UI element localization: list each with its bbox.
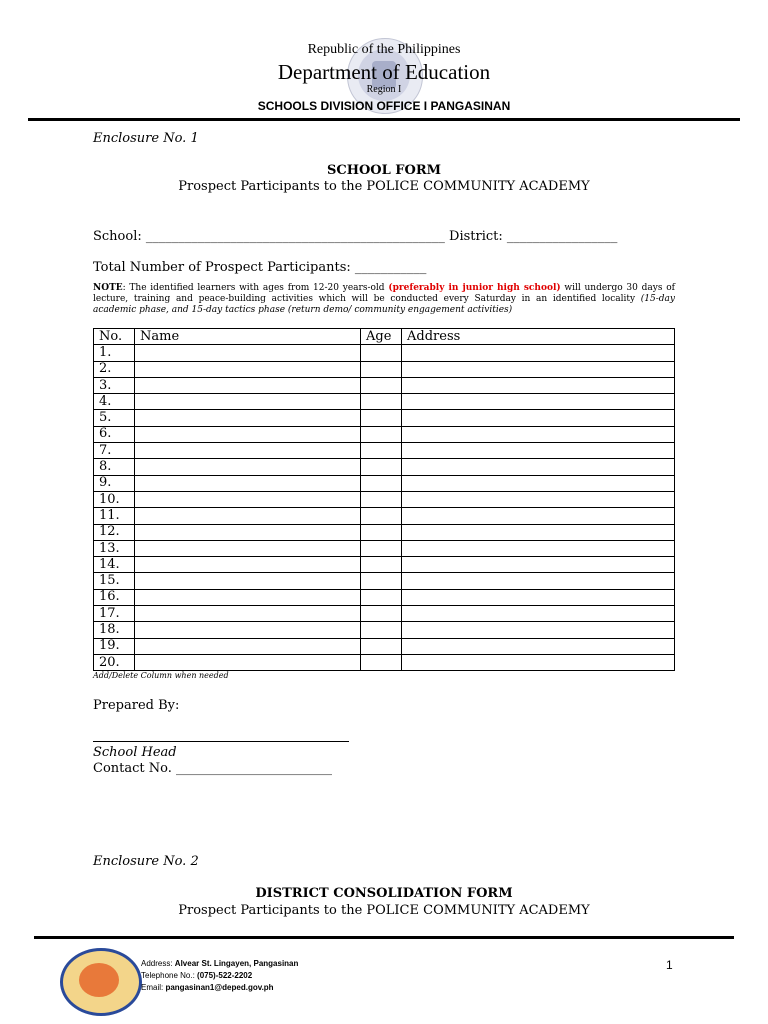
enclosure-1-label: Enclosure No. 1 (93, 131, 199, 146)
name-cell[interactable] (135, 345, 361, 361)
name-cell[interactable] (135, 524, 361, 540)
district-form-subtitle: Prospect Participants to the POLICE COMMUNITY ACADEMY (178, 903, 590, 918)
age-cell[interactable] (361, 443, 402, 459)
address-cell[interactable] (402, 394, 675, 410)
address-cell[interactable] (402, 426, 675, 442)
table-row (94, 589, 675, 605)
age-cell[interactable] (361, 377, 402, 393)
age-cell[interactable] (361, 361, 402, 377)
name-cell[interactable] (135, 654, 361, 670)
age-cell[interactable] (361, 638, 402, 654)
row-number: 6. (94, 426, 135, 442)
header-department: Department of Education (277, 60, 491, 84)
name-cell[interactable] (135, 622, 361, 638)
school-district-field[interactable]: School: ______________________________________________ District: _________________ (93, 229, 618, 244)
total-participants-field[interactable]: Total Number of Prospect Participants: ___________ (93, 260, 427, 275)
row-number: 18. (94, 622, 135, 638)
address-cell[interactable] (402, 654, 675, 670)
district-form-title: DISTRICT CONSOLIDATION FORM (255, 886, 513, 901)
row-number: 15. (94, 573, 135, 589)
address-cell[interactable] (402, 573, 675, 589)
row-number: 5. (94, 410, 135, 426)
table-row (94, 508, 675, 524)
table-row (94, 573, 675, 589)
row-number: 1. (94, 345, 135, 361)
row-number: 4. (94, 394, 135, 410)
address-cell[interactable] (402, 345, 675, 361)
address-cell[interactable] (402, 491, 675, 507)
header-no: No. (94, 329, 135, 345)
note-label: NOTE (93, 283, 123, 293)
age-cell[interactable] (361, 606, 402, 622)
age-cell[interactable] (361, 475, 402, 491)
age-cell[interactable] (361, 654, 402, 670)
prepared-by-label: Prepared By: (93, 698, 180, 713)
footer-email: Email: pangasinan1@deped.gov.ph (141, 983, 274, 992)
name-cell[interactable] (135, 426, 361, 442)
table-row (94, 459, 675, 475)
row-number: 10. (94, 491, 135, 507)
name-cell[interactable] (135, 394, 361, 410)
table-row (94, 475, 675, 491)
participants-table (93, 328, 675, 671)
school-form-title: SCHOOL FORM (326, 163, 442, 178)
signature-line (93, 741, 349, 742)
age-cell[interactable] (361, 557, 402, 573)
address-cell[interactable] (402, 508, 675, 524)
address-cell[interactable] (402, 443, 675, 459)
address-cell[interactable] (402, 524, 675, 540)
address-cell[interactable] (402, 361, 675, 377)
table-header-row (94, 329, 675, 345)
table-row (94, 377, 675, 393)
enclosure-2-label: Enclosure No. 2 (93, 854, 199, 869)
table-row (94, 606, 675, 622)
address-cell[interactable] (402, 410, 675, 426)
page-number: 1 (666, 958, 673, 972)
row-number: 7. (94, 443, 135, 459)
address-cell[interactable] (402, 622, 675, 638)
division-office-logo (60, 948, 142, 1016)
age-cell[interactable] (361, 394, 402, 410)
name-cell[interactable] (135, 557, 361, 573)
footer-address: Address: Alvear St. Lingayen, Pangasinan (141, 959, 299, 968)
age-cell[interactable] (361, 345, 402, 361)
contact-number-field[interactable]: Contact No. ________________________ (93, 761, 332, 776)
header-region: Region I (366, 84, 402, 95)
address-cell[interactable] (402, 540, 675, 556)
row-number: 12. (94, 524, 135, 540)
table-row (94, 557, 675, 573)
table-row (94, 491, 675, 507)
age-cell[interactable] (361, 540, 402, 556)
row-number: 8. (94, 459, 135, 475)
header-address: Address (402, 329, 675, 345)
row-number: 11. (94, 508, 135, 524)
age-cell[interactable] (361, 589, 402, 605)
row-number: 14. (94, 557, 135, 573)
table-row (94, 524, 675, 540)
age-cell[interactable] (361, 573, 402, 589)
name-cell[interactable] (135, 540, 361, 556)
table-row (94, 394, 675, 410)
school-head-label: School Head (93, 745, 177, 760)
address-cell[interactable] (402, 638, 675, 654)
footer-telephone: Telephone No.: (075)-522-2202 (141, 971, 253, 980)
row-number: 2. (94, 361, 135, 377)
note-paragraph (93, 283, 675, 316)
age-cell[interactable] (361, 524, 402, 540)
row-number: 19. (94, 638, 135, 654)
name-cell[interactable] (135, 377, 361, 393)
table-row (94, 443, 675, 459)
school-form-subtitle: Prospect Participants to the POLICE COMMUNITY ACADEMY (178, 179, 590, 194)
header-republic: Republic of the Philippines (307, 42, 461, 57)
age-cell[interactable] (361, 491, 402, 507)
header-division: SCHOOLS DIVISION OFFICE I PANGASINAN (257, 99, 511, 113)
table-row (94, 654, 675, 670)
table-row (94, 410, 675, 426)
address-cell[interactable] (402, 459, 675, 475)
row-number: 9. (94, 475, 135, 491)
address-cell[interactable] (402, 589, 675, 605)
age-cell[interactable] (361, 622, 402, 638)
address-cell[interactable] (402, 606, 675, 622)
header-divider (28, 118, 740, 121)
note-italic: (15-day academic phase, and 15-day tactics phase (return demo/ community engagement activities) (93, 294, 675, 315)
name-cell[interactable] (135, 361, 361, 377)
name-cell[interactable] (135, 410, 361, 426)
table-row (94, 361, 675, 377)
name-cell[interactable] (135, 589, 361, 605)
note-text-1: : The identified learners with ages from 12-20 years-old (122, 283, 389, 293)
row-number: 3. (94, 377, 135, 393)
address-cell[interactable] (402, 377, 675, 393)
row-number: 13. (94, 540, 135, 556)
age-cell[interactable] (361, 410, 402, 426)
note-text-2: will undergo 30 days of lecture, training and peace-building activities which will be conducted every Saturday in an identified locality (93, 283, 675, 304)
note-highlight: (preferably in junior high school) (388, 283, 561, 293)
age-cell[interactable] (361, 426, 402, 442)
address-cell[interactable] (402, 557, 675, 573)
row-number: 16. (94, 589, 135, 605)
age-cell[interactable] (361, 508, 402, 524)
name-cell[interactable] (135, 638, 361, 654)
age-cell[interactable] (361, 459, 402, 475)
table-note: Add/Delete Column when needed (93, 671, 229, 680)
name-cell[interactable] (135, 606, 361, 622)
name-cell[interactable] (135, 475, 361, 491)
name-cell[interactable] (135, 573, 361, 589)
name-cell[interactable] (135, 491, 361, 507)
header-name: Name (135, 329, 361, 345)
name-cell[interactable] (135, 508, 361, 524)
table-row (94, 638, 675, 654)
table-row (94, 345, 675, 361)
name-cell[interactable] (135, 443, 361, 459)
footer-divider (34, 936, 734, 939)
address-cell[interactable] (402, 475, 675, 491)
table-row (94, 426, 675, 442)
header-age: Age (361, 329, 402, 345)
table-row (94, 622, 675, 638)
row-number: 20. (94, 654, 135, 670)
table-row (94, 540, 675, 556)
name-cell[interactable] (135, 459, 361, 475)
row-number: 17. (94, 606, 135, 622)
